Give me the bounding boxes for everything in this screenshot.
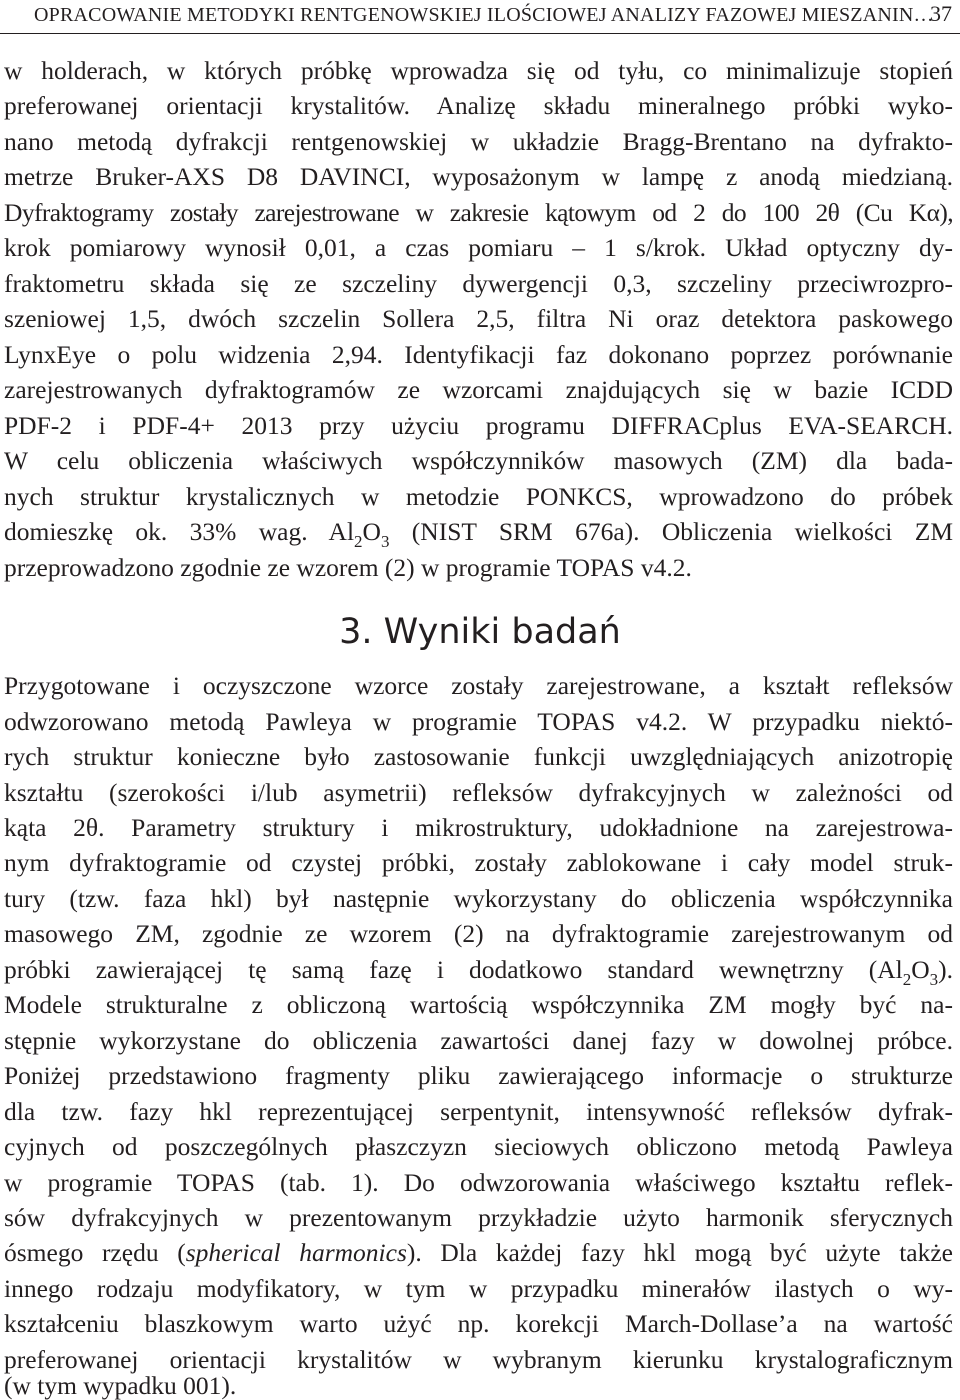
text-run: ).: [938, 955, 953, 984]
text-line: zarejestrowanych dyfraktogramów ze wzorcami znajdujących się w bazie ICDD: [4, 375, 953, 404]
text-line: (w tym wypadku 001).: [4, 1371, 237, 1400]
subscript: 3: [380, 532, 390, 551]
text-run: ósmego rzędu (: [4, 1238, 186, 1267]
text-line: kąta 2θ. Parametry struktury i mikrostruktury, udokładnione na zarejestrowa-: [4, 813, 953, 842]
text-line: w programie TOPAS (tab. 1). Do odwzorowania właściwego kształtu reflek-: [4, 1168, 953, 1197]
text-run: próbki zawierającej tę samą fazę i dodatkowo standard wewnętrzny (Al: [4, 955, 903, 984]
subscript: 2: [354, 532, 363, 551]
text-line: fraktometru składa się ze szczeliny dywergencji 0,3, szczeliny przeciwrozpro-: [4, 269, 953, 298]
subscript: 3: [929, 970, 939, 989]
text-line: odwzorowano metodą Pawleya w programie TOPAS v4.2. W przypadku niektó-: [4, 707, 953, 736]
text-line: nym dyfraktogramie od czystej próbki, zostały zablokowane i cały model struk-: [4, 848, 953, 877]
text-line: nych struktur krystalicznych w metodzie PONKCS, wprowadzono do próbek: [4, 482, 953, 511]
text-line: w holderach, w których próbkę wprowadza się od tyłu, co minimalizuje stopień: [4, 56, 953, 85]
text-run: domieszkę ok. 33% wag. Al: [4, 517, 355, 546]
header-rule: [0, 33, 960, 34]
text-line: sów dyfrakcyjnych w prezentowanym przykładzie użyto harmonik sferycznych: [4, 1203, 953, 1232]
running-header: [0, 0, 960, 34]
text-run: ). Dla każdej fazy hkl mogą być użyte także: [406, 1238, 953, 1267]
text-line: LynxEye o polu widzenia 2,94. Identyfikacji faz dokonano poprzez porównanie: [4, 340, 953, 369]
text-line: kształtu (szerokości i/lub asymetrii) refleksów dyfrakcyjnych w zależności od: [4, 778, 953, 807]
text-line: stępnie wykorzystane do obliczenia zawartości danej fazy w dowolnej próbce.: [4, 1026, 953, 1055]
text-line: krok pomiarowy wynosił 0,01, a czas pomiaru – 1 s/krok. Układ optyczny dy-: [4, 233, 953, 262]
text-line: Przygotowane i oczyszczone wzorce zostały zarejestrowane, a kształt refleksów: [4, 671, 953, 700]
subscript: 2: [902, 970, 912, 989]
text-run: O: [362, 517, 381, 546]
text-line: tury (tzw. faza hkl) był następnie wykorzystany do obliczenia współczynnika: [4, 884, 953, 913]
text-line: szeniowej 1,5, dwóch szczelin Sollera 2,5, filtra Ni oraz detektora paskowego: [4, 304, 953, 333]
text-run: (NIST SRM 676a). Obliczenia wielkości ZM: [389, 517, 953, 546]
text-line: PDF-2 i PDF-4+ 2013 przy użyciu programu DIFFRACplus EVA-SEARCH.: [4, 411, 953, 440]
text-run: O: [911, 955, 930, 984]
text-line-italic: [4, 1235, 953, 1271]
text-line: kształceniu blaszkowym warto użyć np. korekcji March-Dollase’a na wartość: [4, 1309, 953, 1338]
text-line: cyjnych od poszczególnych płaszczyzn sieciowych obliczono metodą Pawleya: [4, 1132, 953, 1161]
text-line: preferowanej orientacji krystalitów. Analizę składu mineralnego próbki wyko-: [4, 91, 953, 120]
text-line: Dyfraktogramy zostały zarejestrowane w zakresie kątowym od 2 do 100 2θ (Cu Kα),: [4, 198, 953, 227]
italic-term: spherical harmonics: [185, 1238, 407, 1267]
text-line-formula: [4, 514, 953, 550]
text-line: W celu obliczenia właściwych współczynników masowych (ZM) dla bada-: [4, 446, 953, 475]
text-line: rych struktur konieczne było zastosowanie funkcji uwzględniających anizotropię: [4, 742, 953, 771]
page-number: 37: [930, 1, 952, 26]
text-line-formula: [4, 952, 953, 988]
text-line: Poniżej przedstawiono fragmenty pliku zawierającego informacje o strukturze: [4, 1061, 953, 1090]
text-line: masowego ZM, zgodnie ze wzorem (2) na dyfraktogramie zarejestrowanym od: [4, 919, 953, 948]
text-line: nano metodą dyfrakcji rentgenowskiej w układzie Bragg-Brentano na dyfrakto-: [4, 127, 953, 156]
text-line: przeprowadzono zgodnie ze wzorem (2) w programie TOPAS v4.2.: [4, 553, 692, 582]
text-line: preferowanej orientacji krystalitów w wybranym kierunku krystalograficznym: [4, 1345, 953, 1374]
running-title: OPRACOWANIE METODYKI RENTGENOWSKIEJ ILOŚCIOWEJ ANALIZY FAZOWEJ MIESZANIN…: [34, 4, 934, 26]
text-line: dla tzw. fazy hkl reprezentującej serpentynit, intensywność refleksów dyfrak-: [4, 1097, 953, 1126]
section-heading: 3. Wyniki badań: [339, 612, 621, 652]
text-line: innego rodzaju modyfikatory, w tym w przypadku minerałów ilastych o wy-: [4, 1274, 953, 1303]
text-line: Modele strukturalne z obliczoną wartością współczynnika ZM mogły być na-: [4, 990, 953, 1019]
text-line: metrze Bruker-AXS D8 DAVINCI, wyposażonym w lampę z anodą miedzianą.: [4, 162, 953, 191]
